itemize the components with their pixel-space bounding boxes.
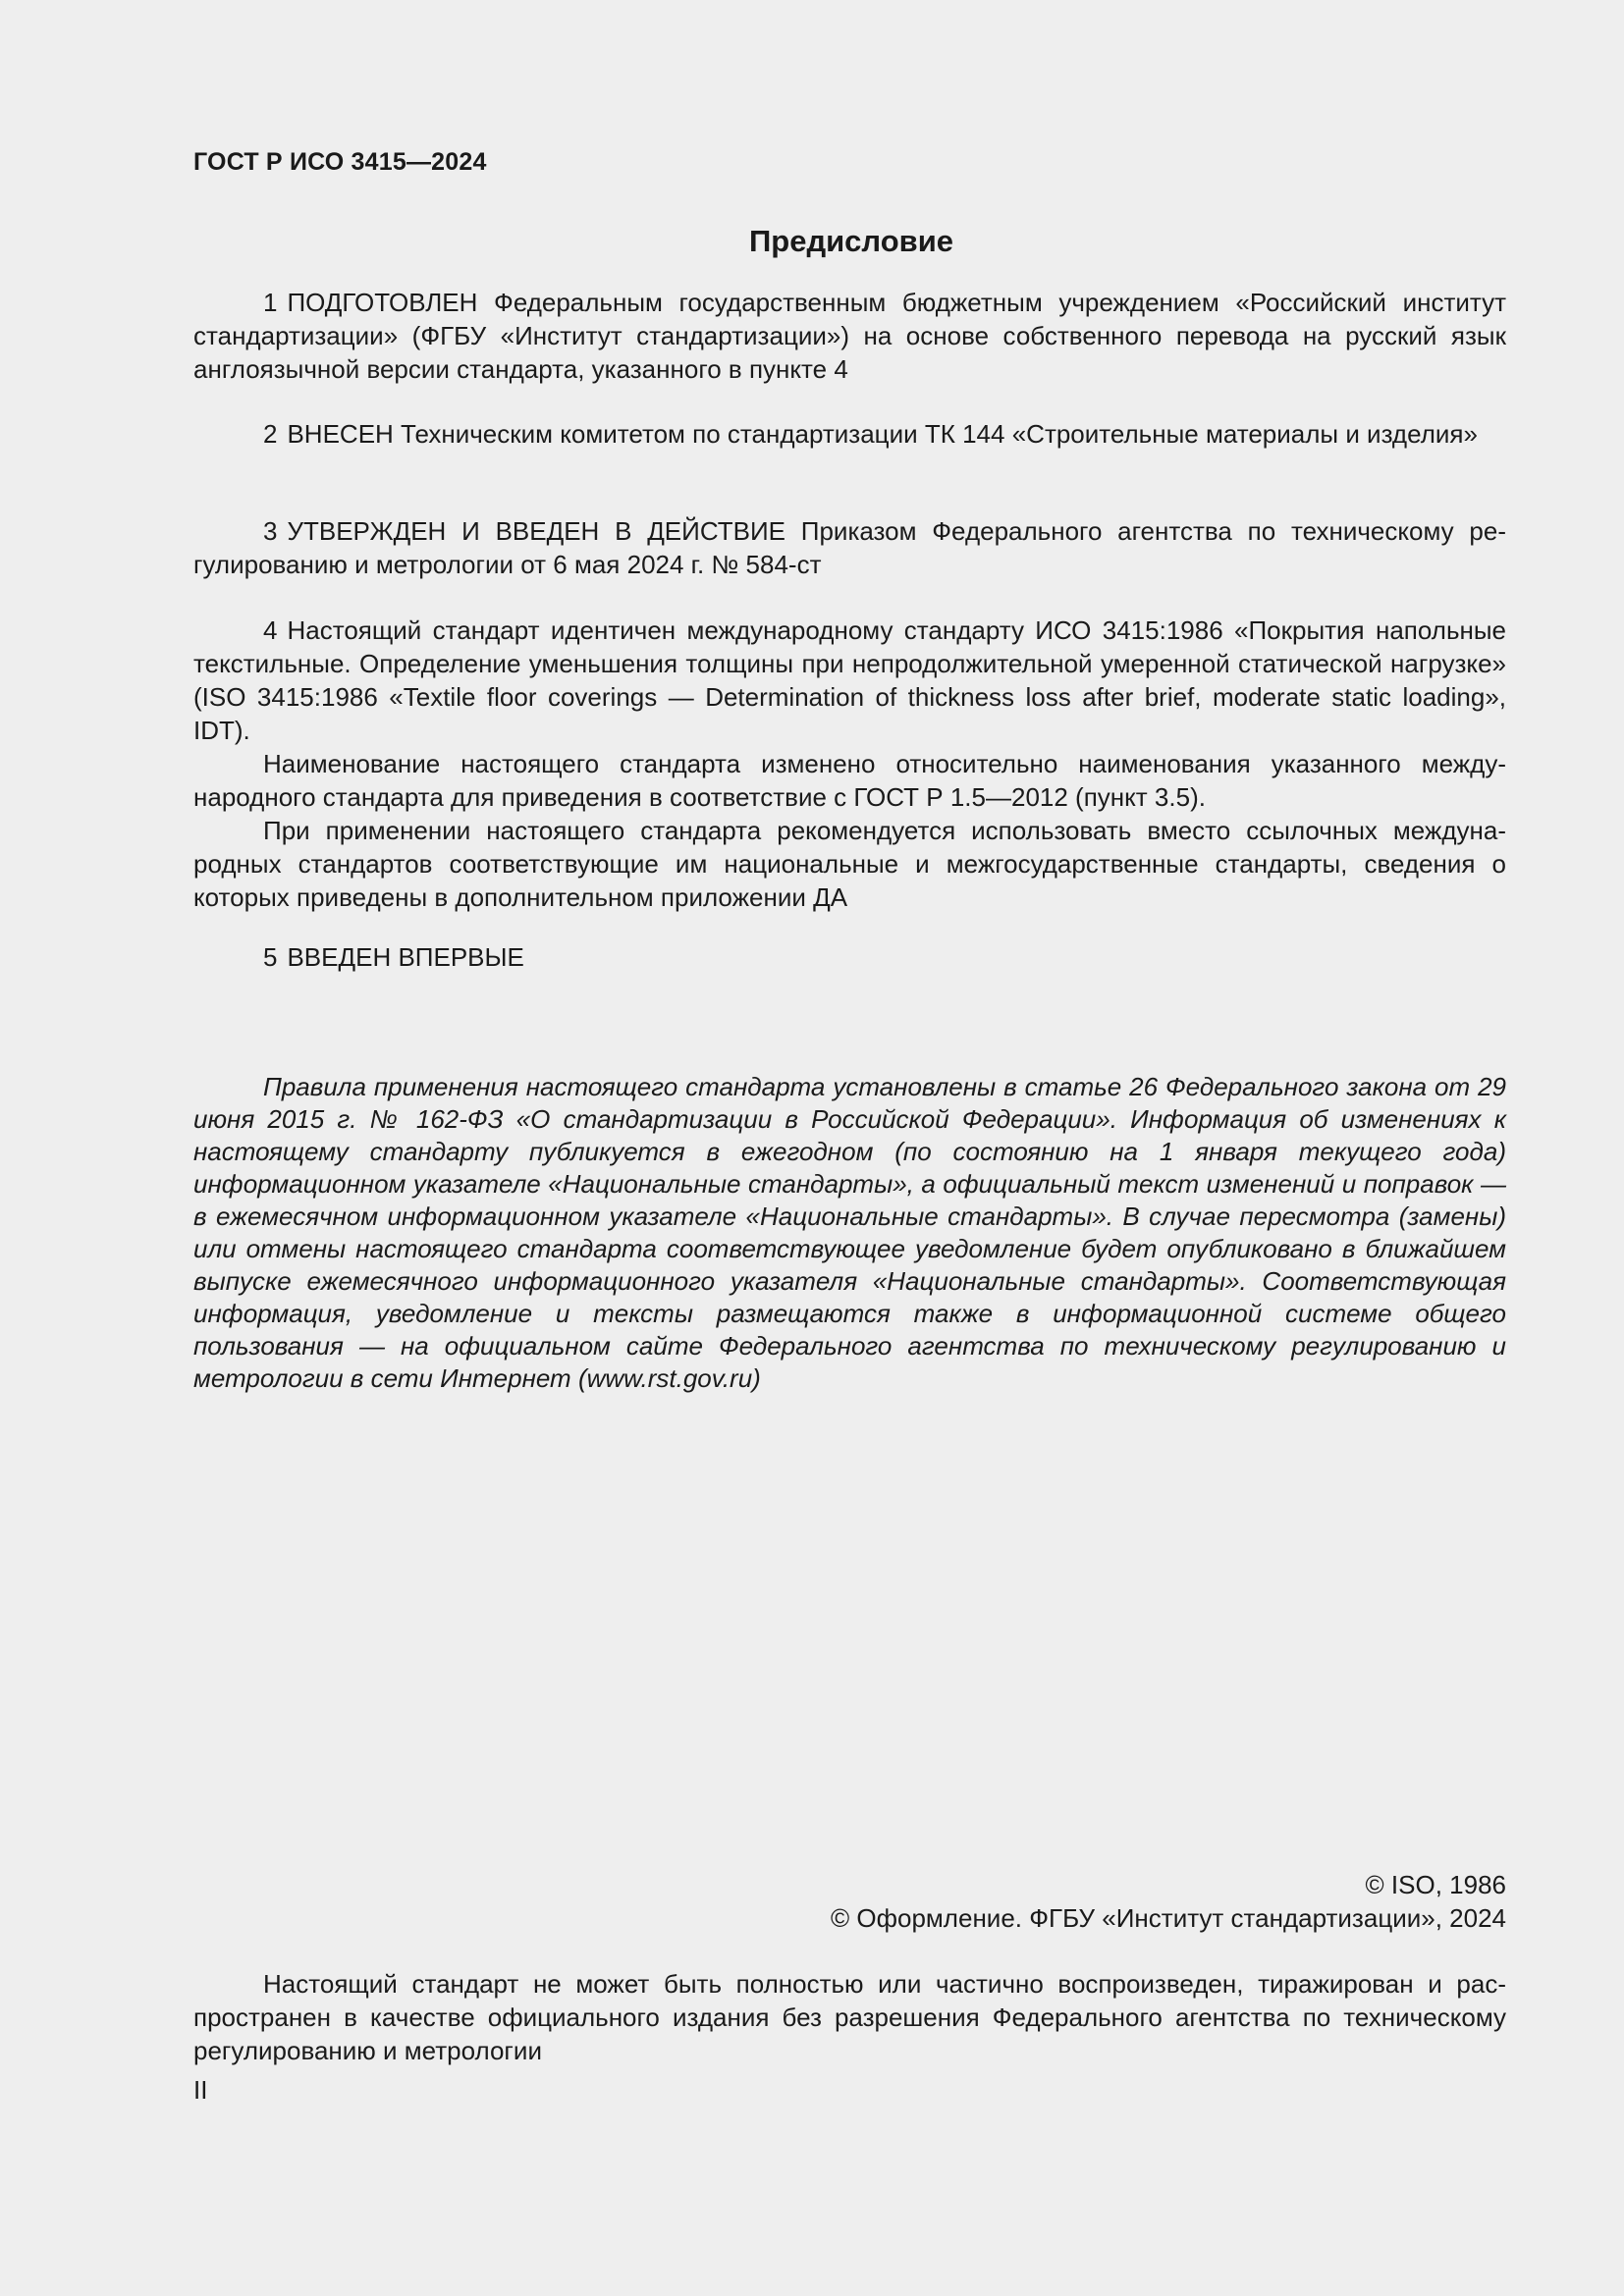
application-rules-text: Правила применения настоящего стандарта установлены в статье 26 Федерального закона от 29 июня 2015 г. № 162-ФЗ «О стандартизации в Российской Федерации». Информация об изменениях к настоящему стандарту публикуется в ежегодном (по состоянию на 1 января текущего года) информационном указателе «Национальные стандарты», а официальный текст изменений и поправок — в ежемесячном информационном указателе «Национальные стандарты». В случае пересмотра (замены) или отмены настоящего стандарта соответствующее уведомление будет опубликовано в ближайшем выпуске ежемесячного информационного указателя «Национальные стандарты». Соответствующая информация, уведомление и тексты размещаются также в информационной системе общего пользования — на официальном сайте Федерального агентства по техническому регулированию и метрологии в сети Интернет (www.rst.gov.ru) [193, 1072, 1506, 1393]
copyright-design: © Оформление. ФГБУ «Институт стандартизации», 2024 [831, 1903, 1506, 1933]
item-text: ВВЕДЕН ВПЕРВЫЕ [287, 942, 524, 972]
reproduction-notice-text: Настоящий стандарт не может быть полностью или частично воспроизведен, тиражирован и распространен в качестве официального издания без разрешения Федерального агентства по техническому регулированию и метрологии [193, 1969, 1506, 2065]
item-text: ВНЕСЕН Техническим комитетом по стандартизации ТК 144 «Строительные материалы и изделия» [287, 419, 1478, 449]
item-4-extra-paragraph-1: Наименование настоящего стандарта изменено относительно наименования указанного международного стандарта для приведения в соответствие с ГОСТ Р 1.5—2012 (пункт 3.5). [193, 749, 1506, 812]
item-number: 4 [263, 615, 278, 645]
copyright-iso: © ISO, 1986 [1365, 1870, 1506, 1899]
foreword-item-3 [193, 514, 1506, 581]
item-text: ПОДГОТОВЛЕН Федеральным государственным бюджетным учреждением «Российский институт стандартизации» (ФГБУ «Институт стандартизации») на основе собственного перевода на русский язык англоязычной версии стандарта, указанного в пункте 4 [193, 288, 1506, 384]
item-number: 5 [263, 942, 278, 972]
foreword-item-1 [193, 286, 1506, 386]
reproduction-notice [193, 1967, 1506, 2067]
foreword-item-5 [193, 940, 1506, 974]
foreword-item-2 [193, 417, 1506, 451]
foreword-item-4 [193, 614, 1506, 914]
item-text: УТВЕРЖДЕН И ВВЕДЕН В ДЕЙСТВИЕ Приказом Федерального агентства по техническому регулированию и метрологии от 6 мая 2024 г. № 584-ст [193, 516, 1506, 579]
item-number: 3 [263, 516, 278, 546]
document-code-header: ГОСТ Р ИСО 3415—2024 [193, 148, 487, 176]
item-4-extra-paragraph-2: При применении настоящего стандарта рекомендуется использовать вместо ссылочных международных стандартов соответствующие им национальные и межгосударственные стандарты, сведения о которых приведены в дополнительном приложении ДА [193, 816, 1506, 912]
item-text: Настоящий стандарт идентичен международному стандарту ИСО 3415:1986 «Покрытия напольные текстильные. Определение уменьшения толщины при непродолжительной умеренной статической нагрузке» (ISO 3415:1986 «Textile floor coverings — Determination of thickness loss after brief, moderate static loading», IDT). [193, 615, 1506, 745]
application-rules-note [193, 1071, 1506, 1395]
item-number: 2 [263, 419, 278, 449]
copyright-block [193, 1868, 1506, 1935]
page-title: Предисловие [748, 224, 953, 258]
page-number: II [193, 2075, 208, 2105]
item-number: 1 [263, 288, 278, 317]
